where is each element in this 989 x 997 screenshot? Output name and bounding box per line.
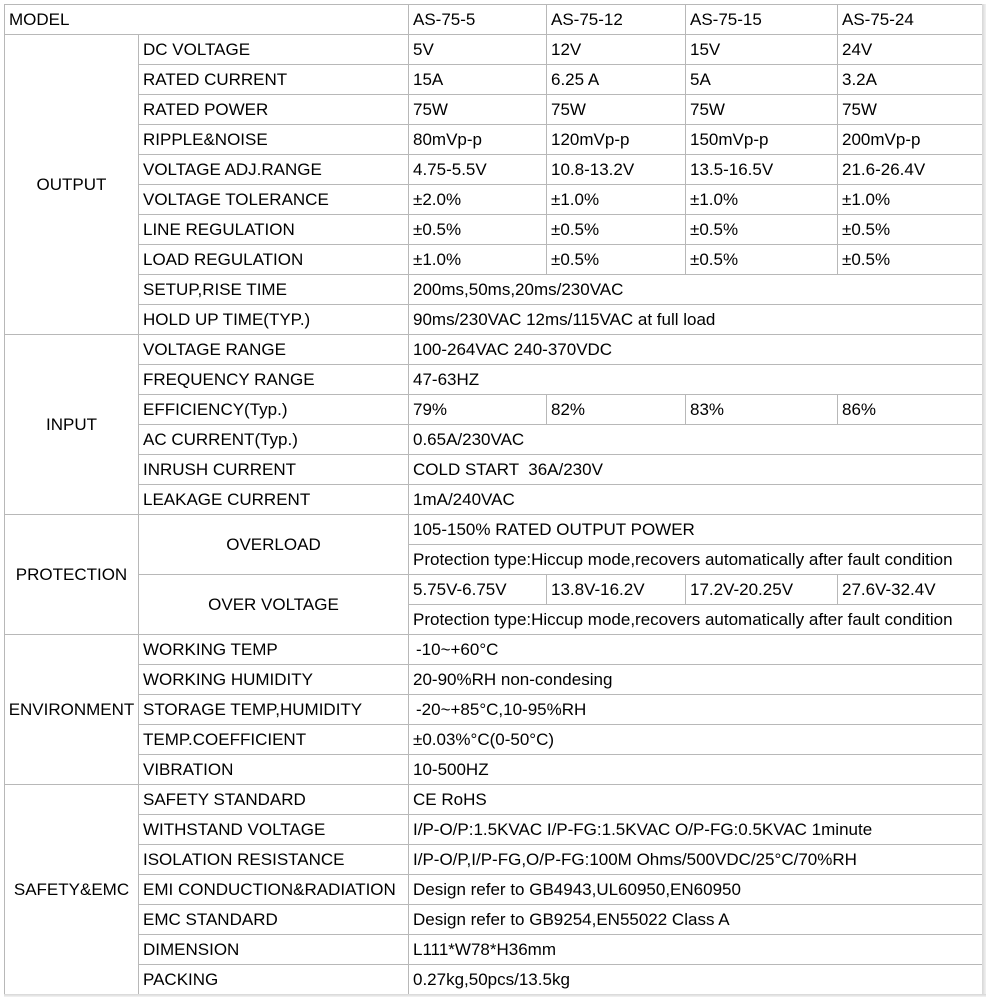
cell-value: -20~+85°C,10-95%RH bbox=[409, 695, 983, 725]
cell-value: 20-90%RH non-condesing bbox=[409, 665, 983, 695]
cell-value: Protection type:Hiccup mode,recovers automatically after fault condition bbox=[409, 605, 983, 635]
cell-value: 15V bbox=[686, 35, 838, 65]
cell-value: 83% bbox=[686, 395, 838, 425]
cell-value: 17.2V-20.25V bbox=[686, 575, 838, 605]
row-label: INRUSH CURRENT bbox=[139, 455, 409, 485]
row-label: PACKING bbox=[139, 965, 409, 995]
row-label: STORAGE TEMP,HUMIDITY bbox=[139, 695, 409, 725]
row-label: VOLTAGE ADJ.RANGE bbox=[139, 155, 409, 185]
row-label: VOLTAGE RANGE bbox=[139, 335, 409, 365]
cell-value: 13.5-16.5V bbox=[686, 155, 838, 185]
row-label: WORKING TEMP bbox=[139, 635, 409, 665]
cell-value: 5.75V-6.75V bbox=[409, 575, 547, 605]
row-label: RIPPLE&NOISE bbox=[139, 125, 409, 155]
cell-value: ±0.5% bbox=[547, 245, 686, 275]
cell-value: ±1.0% bbox=[547, 185, 686, 215]
table-row bbox=[5, 335, 983, 365]
cell-value: CE RoHS bbox=[409, 785, 983, 815]
cell-value: 3.2A bbox=[838, 65, 983, 95]
cell-value: 24V bbox=[838, 35, 983, 65]
cell-value: ±1.0% bbox=[838, 185, 983, 215]
table-row bbox=[5, 905, 983, 935]
cell-value: 10-500HZ bbox=[409, 755, 983, 785]
cell-value: 86% bbox=[838, 395, 983, 425]
cell-value: 0.27kg,50pcs/13.5kg bbox=[409, 965, 983, 995]
cell-value: 4.75-5.5V bbox=[409, 155, 547, 185]
cell-value: -10~+60°C bbox=[409, 635, 983, 665]
table-row bbox=[5, 845, 983, 875]
cell-value: ±0.5% bbox=[686, 245, 838, 275]
table-row bbox=[5, 245, 983, 275]
cell-value: 105-150% RATED OUTPUT POWER bbox=[409, 515, 983, 545]
model-name: AS-75-15 bbox=[686, 5, 838, 35]
cell-value: 27.6V-32.4V bbox=[838, 575, 983, 605]
cell-value: 12V bbox=[547, 35, 686, 65]
cell-value: Protection type:Hiccup mode,recovers automatically after fault condition bbox=[409, 545, 983, 575]
row-label: OVERLOAD bbox=[139, 515, 409, 575]
table-row bbox=[5, 275, 983, 305]
table-row bbox=[5, 515, 983, 545]
group-safety-emc: SAFETY&EMC bbox=[5, 785, 139, 995]
table-row bbox=[5, 965, 983, 995]
cell-value: 75W bbox=[547, 95, 686, 125]
table-row bbox=[5, 185, 983, 215]
cell-value: ±0.03%°C(0-50°C) bbox=[409, 725, 983, 755]
table-row bbox=[5, 125, 983, 155]
row-label: OVER VOLTAGE bbox=[139, 575, 409, 635]
table-row bbox=[5, 695, 983, 725]
cell-value: 79% bbox=[409, 395, 547, 425]
cell-value: 200mVp-p bbox=[838, 125, 983, 155]
table-row bbox=[5, 665, 983, 695]
row-label: RATED POWER bbox=[139, 95, 409, 125]
table-row bbox=[5, 425, 983, 455]
table-row bbox=[5, 395, 983, 425]
row-label: TEMP.COEFFICIENT bbox=[139, 725, 409, 755]
header-row bbox=[5, 5, 983, 35]
model-name: AS-75-5 bbox=[409, 5, 547, 35]
cell-value: ±0.5% bbox=[838, 245, 983, 275]
cell-value: 6.25 A bbox=[547, 65, 686, 95]
table-row bbox=[5, 785, 983, 815]
table-row bbox=[5, 755, 983, 785]
row-label: ISOLATION RESISTANCE bbox=[139, 845, 409, 875]
table-row bbox=[5, 635, 983, 665]
cell-value: 5A bbox=[686, 65, 838, 95]
cell-value: I/P-O/P,I/P-FG,O/P-FG:100M Ohms/500VDC/25°C/70%RH bbox=[409, 845, 983, 875]
cell-value: 75W bbox=[686, 95, 838, 125]
table-row bbox=[5, 575, 983, 605]
cell-value: 80mVp-p bbox=[409, 125, 547, 155]
cell-value: 75W bbox=[838, 95, 983, 125]
cell-value: COLD START 36A/230V bbox=[409, 455, 983, 485]
table-row bbox=[5, 455, 983, 485]
cell-value: 13.8V-16.2V bbox=[547, 575, 686, 605]
model-name: AS-75-12 bbox=[547, 5, 686, 35]
row-label: FREQUENCY RANGE bbox=[139, 365, 409, 395]
cell-value: ±0.5% bbox=[838, 215, 983, 245]
cell-value: ±2.0% bbox=[409, 185, 547, 215]
table-row bbox=[5, 365, 983, 395]
model-label: MODEL bbox=[5, 5, 409, 35]
cell-value: 5V bbox=[409, 35, 547, 65]
table-row bbox=[5, 725, 983, 755]
cell-value: I/P-O/P:1.5KVAC I/P-FG:1.5KVAC O/P-FG:0.5KVAC 1minute bbox=[409, 815, 983, 845]
group-protection: PROTECTION bbox=[5, 515, 139, 635]
cell-value: 0.65A/230VAC bbox=[409, 425, 983, 455]
cell-value: 100-264VAC 240-370VDC bbox=[409, 335, 983, 365]
table-row bbox=[5, 215, 983, 245]
table-row bbox=[5, 485, 983, 515]
table-row bbox=[5, 65, 983, 95]
cell-value: 21.6-26.4V bbox=[838, 155, 983, 185]
row-label: SETUP,RISE TIME bbox=[139, 275, 409, 305]
cell-value: 120mVp-p bbox=[547, 125, 686, 155]
row-label: AC CURRENT(Typ.) bbox=[139, 425, 409, 455]
table-row bbox=[5, 815, 983, 845]
group-input: INPUT bbox=[5, 335, 139, 515]
cell-value: ±0.5% bbox=[686, 215, 838, 245]
cell-value: 75W bbox=[409, 95, 547, 125]
group-environment: ENVIRONMENT bbox=[5, 635, 139, 785]
row-label: WITHSTAND VOLTAGE bbox=[139, 815, 409, 845]
row-label: DIMENSION bbox=[139, 935, 409, 965]
cell-value: 1mA/240VAC bbox=[409, 485, 983, 515]
row-label: VOLTAGE TOLERANCE bbox=[139, 185, 409, 215]
table-row bbox=[5, 35, 983, 65]
cell-value: 150mVp-p bbox=[686, 125, 838, 155]
group-output: OUTPUT bbox=[5, 35, 139, 335]
row-label: DC VOLTAGE bbox=[139, 35, 409, 65]
cell-value: 47-63HZ bbox=[409, 365, 983, 395]
cell-value: 200ms,50ms,20ms/230VAC bbox=[409, 275, 983, 305]
table-row bbox=[5, 875, 983, 905]
row-label: LEAKAGE CURRENT bbox=[139, 485, 409, 515]
row-label: SAFETY STANDARD bbox=[139, 785, 409, 815]
row-label: EMC STANDARD bbox=[139, 905, 409, 935]
row-label: WORKING HUMIDITY bbox=[139, 665, 409, 695]
row-label: RATED CURRENT bbox=[139, 65, 409, 95]
model-name: AS-75-24 bbox=[838, 5, 983, 35]
row-label: VIBRATION bbox=[139, 755, 409, 785]
table-row bbox=[5, 305, 983, 335]
cell-value: Design refer to GB9254,EN55022 Class A bbox=[409, 905, 983, 935]
row-label: HOLD UP TIME(TYP.) bbox=[139, 305, 409, 335]
cell-value: 90ms/230VAC 12ms/115VAC at full load bbox=[409, 305, 983, 335]
cell-value: 15A bbox=[409, 65, 547, 95]
row-label: LINE REGULATION bbox=[139, 215, 409, 245]
table-row bbox=[5, 155, 983, 185]
cell-value: 82% bbox=[547, 395, 686, 425]
spec-table bbox=[4, 4, 983, 995]
cell-value: L111*W78*H36mm bbox=[409, 935, 983, 965]
cell-value: Design refer to GB4943,UL60950,EN60950 bbox=[409, 875, 983, 905]
row-label: EFFICIENCY(Typ.) bbox=[139, 395, 409, 425]
cell-value: ±0.5% bbox=[547, 215, 686, 245]
cell-value: ±1.0% bbox=[686, 185, 838, 215]
table-row bbox=[5, 95, 983, 125]
row-label: EMI CONDUCTION&RADIATION bbox=[139, 875, 409, 905]
cell-value: 10.8-13.2V bbox=[547, 155, 686, 185]
row-label: LOAD REGULATION bbox=[139, 245, 409, 275]
cell-value: ±1.0% bbox=[409, 245, 547, 275]
cell-value: ±0.5% bbox=[409, 215, 547, 245]
table-shadow-right bbox=[982, 4, 986, 994]
table-row bbox=[5, 935, 983, 965]
